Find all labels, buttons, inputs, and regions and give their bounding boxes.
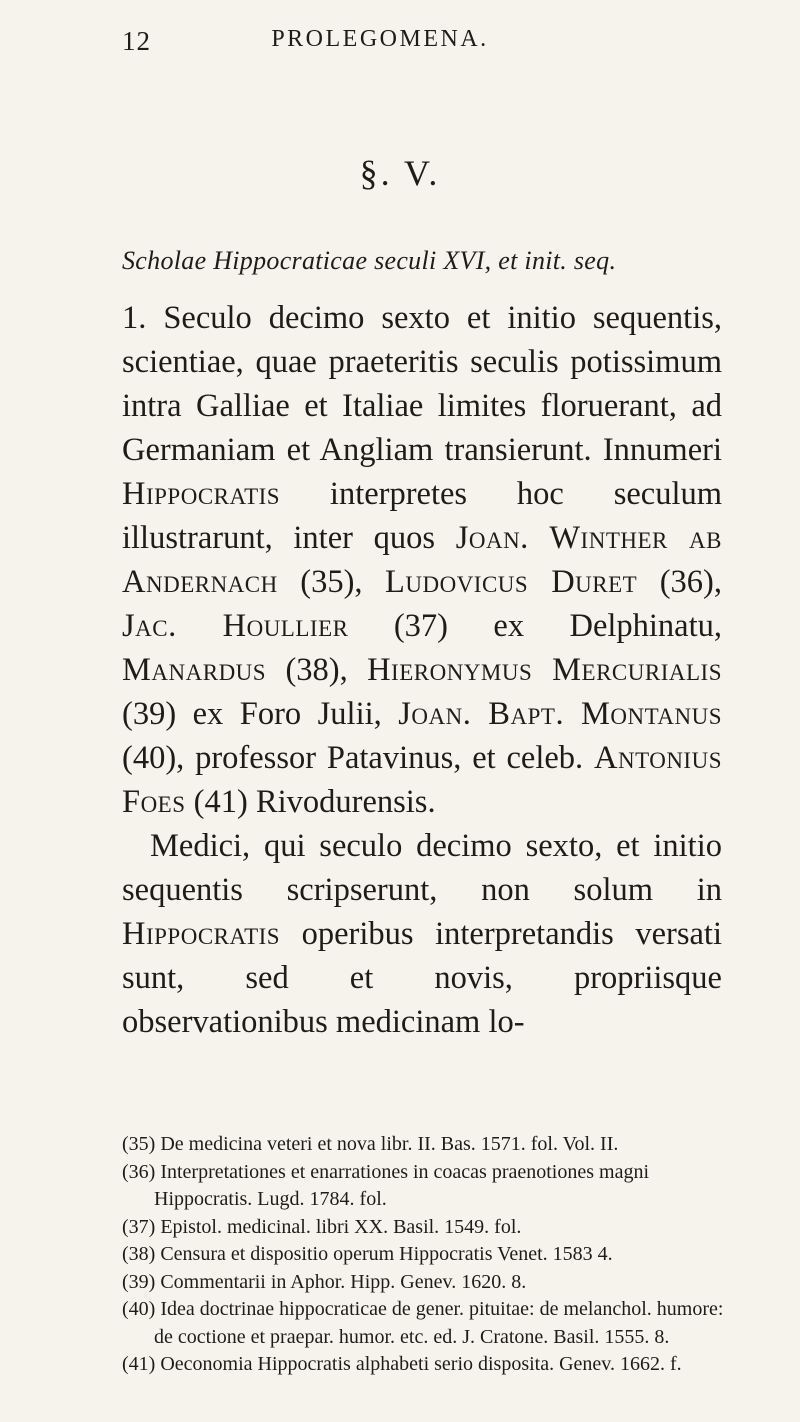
proper-name: Hieronymus Mercurialis	[367, 652, 722, 688]
text-run: (40), professor Patavinus, et celeb.	[122, 740, 594, 776]
proper-name: Hippocratis	[122, 476, 281, 512]
footnote-39: (39) Commentarii in Aphor. Hipp. Genev. 1620. 8.	[122, 1270, 527, 1293]
footnote-37: (37) Epistol. medicinal. libri XX. Basil. 1549. fol.	[122, 1215, 522, 1238]
text-run: 1. Seculo decimo sexto et initio sequentis, scientiae, quae praeteritis seculis potissimum intra Galliae et Italiae limites floruerant, ad Germaniam et Angliam transierunt. Innumeri	[122, 300, 722, 468]
paragraph-2	[122, 824, 722, 1044]
body-text	[122, 296, 722, 1044]
text-run: operibus interpretandis versati sunt, sed et novis, propriisque observationibus medicinam lo-	[122, 916, 722, 1040]
text-run: (39) ex Foro Julii,	[122, 696, 399, 732]
text-run: Medici, qui seculo decimo sexto, et initio sequentis scripserunt, non solum in	[122, 828, 722, 908]
proper-name: Jac. Houllier	[122, 608, 349, 644]
text-run: (41) Rivodurensis.	[185, 784, 436, 820]
page-header	[40, 26, 720, 56]
proper-name: Joan. Bapt. Montanus	[398, 696, 722, 732]
paragraph-1	[122, 296, 722, 824]
proper-name: Joan. Winther ab Andernach	[122, 520, 722, 600]
running-head: PROLEGOMENA.	[271, 26, 489, 52]
section-heading: §. V.	[359, 153, 441, 193]
proper-name: Antonius Foes	[122, 740, 722, 820]
proper-name: Ludovicus Duret	[385, 564, 638, 600]
text-run: interpretes hoc seculum illustrarunt, inter quos	[122, 476, 722, 556]
footnote-40: (40) Idea doctrinae hippocraticae de gener. pituitae: de melanchol. humore: de coctione et praepar. humor. etc. ed. J. Cratone. Basil. 1555. 8.	[122, 1298, 724, 1348]
footnote-36: (36) Interpretationes et enarrationes in coacas praenotiones magni Hippocratis. Lugd. 1784. fol.	[122, 1160, 650, 1210]
section-subtitle: Scholae Hippocraticae seculi XVI, et init. seq.	[122, 246, 617, 275]
text-run: (38),	[266, 652, 368, 688]
page-number: 12	[122, 26, 151, 56]
footnotes	[122, 1131, 726, 1379]
text-run: (35),	[277, 564, 386, 600]
footnote-38: (38) Censura et dispositio operum Hippocratis Venet. 1583 4.	[122, 1243, 613, 1265]
proper-name: Hippocratis	[122, 916, 281, 952]
text-run: (37) ex Delphinatu,	[348, 608, 723, 644]
footnote-35: (35) De medicina veteri et nova libr. II. Bas. 1571. fol. Vol. II.	[122, 1133, 619, 1155]
text-run: (36),	[637, 564, 722, 600]
footnote-41: (41) Oeconomia Hippocratis alphabeti serio disposita. Genev. 1662. f.	[122, 1353, 682, 1375]
proper-name: Manardus	[122, 652, 267, 688]
